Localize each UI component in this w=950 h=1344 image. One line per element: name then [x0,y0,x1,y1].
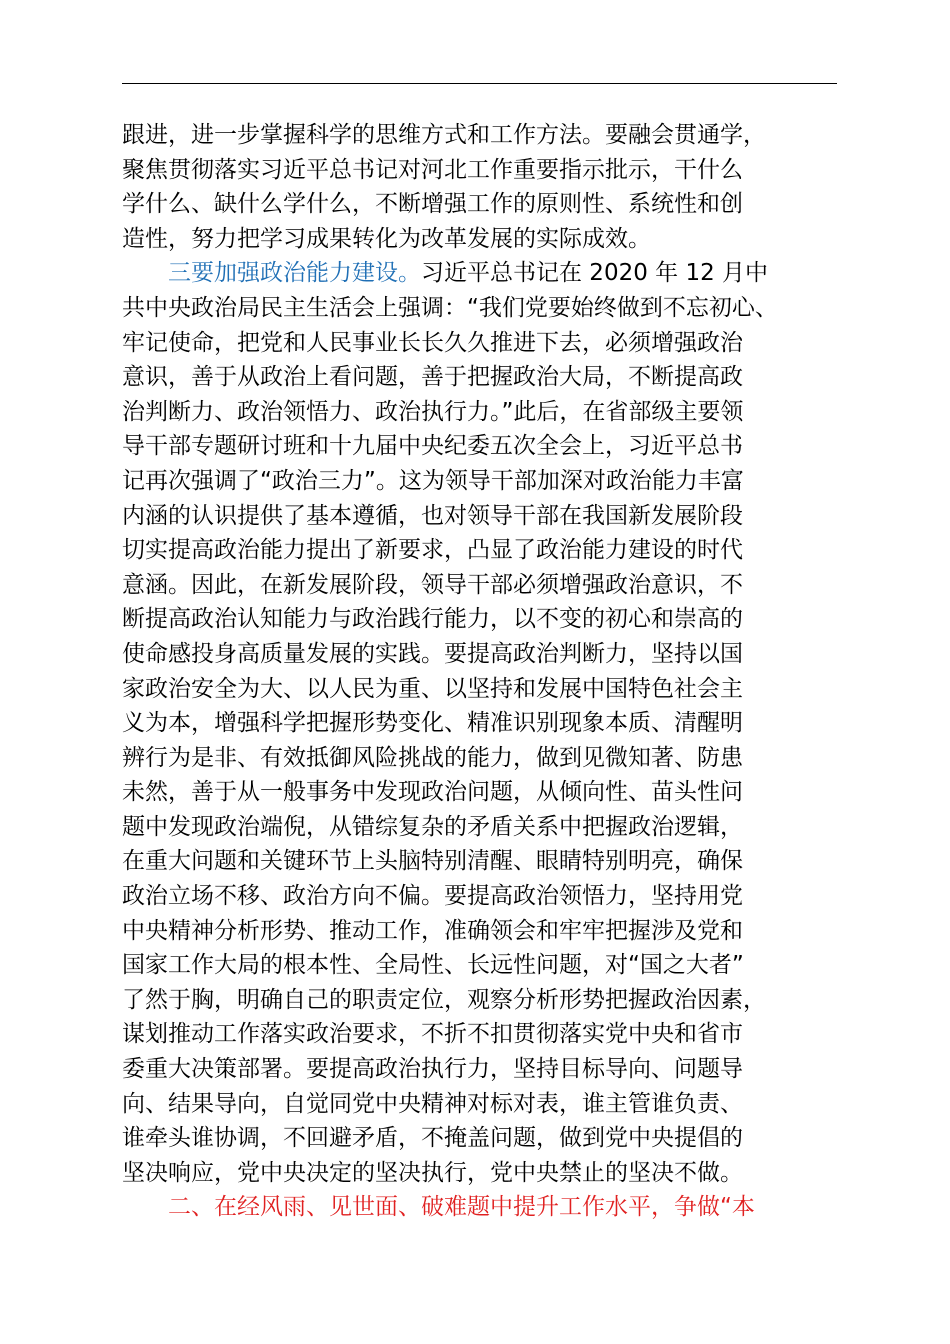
text-line: 题中发现政治端倪，从错综复杂的矛盾关系中把握政治逻辑， [122,813,743,840]
text-line: 在重大问题和关键环节上头脑特别清醒、眼睛特别明亮，确保 [122,848,743,875]
text-line: 聚焦贯彻落实习近平总书记对河北工作重要指示批示，干什么 [122,156,743,183]
text-line: 牢记使命，把党和人民事业长长久久推进下去，必须增强政治 [122,329,743,356]
text-line: 跟进，进一步掌握科学的思维方式和工作方法。要融会贯通学， [122,122,766,148]
text-line: 造性，努力把学习成果转化为改革发展的实际成效。 [122,225,651,252]
paragraph-2 [122,256,842,1190]
document-body [122,118,842,1225]
text-line: 辨行为是非、有效抵御风险挑战的能力，做到见微知著、防患 [122,744,743,771]
text-line: 记再次强调了“政治三力”。这为领导干部加深对政治能力丰富 [122,467,744,494]
text-line: 切实提高政治能力提出了新要求，凸显了政治能力建设的时代 [122,537,743,564]
text-line: 了然于胸，明确自己的职责定位，观察分析形势把握政治因素， [122,986,766,1013]
text-line: 导干部专题研讨班和十九届中央纪委五次全会上，习近平总书 [122,433,743,460]
text-line: 向、结果导向，自觉同党中央精神对标对表，谁主管谁负责、 [122,1090,743,1117]
paragraph-2-first-line [122,256,842,291]
text-line: 谋划推动工作落实政治要求，不折不扣贯彻落实党中央和省市 [122,1021,743,1048]
text-line: 意识，善于从政治上看问题，善于把握政治大局，不断提高政 [122,364,743,391]
text-line: 家政治安全为大、以人民为重、以坚持和发展中国特色社会主 [122,675,743,702]
text-line: 委重大决策部署。要提高政治执行力，坚持目标导向、问题导 [122,1056,743,1083]
subheading-political-ability: 三要加强政治能力建设。 [168,260,421,287]
text-line: 使命感投身高质量发展的实践。要提高政治判断力，坚持以国 [122,640,743,667]
text-line: 治判断力、政治领悟力、政治执行力。”此后，在省部级主要领 [122,398,744,425]
text-line: 义为本，增强科学把握形势变化、精准识别现象本质、清醒明 [122,710,743,737]
text-line: 政治立场不移、政治方向不偏。要提高政治领悟力，坚持用党 [122,883,743,910]
text-line: 意涵。因此，在新发展阶段，领导干部必须增强政治意识，不 [122,571,743,598]
text-line: 未然，善于从一般事务中发现政治问题，从倾向性、苗头性问 [122,779,743,806]
text-line: 内涵的认识提供了基本遵循，也对领导干部在我国新发展阶段 [122,502,743,529]
paragraph-1 [122,118,842,256]
text-line: 学什么、缺什么学什么，不断增强工作的原则性、系统性和创 [122,191,743,218]
section-heading: 二、在经风雨、见世面、破难题中提升工作水平，争做“本 [168,1194,755,1221]
text-line: 坚决响应，党中央决定的坚决执行，党中央禁止的坚决不做。 [122,1159,743,1186]
text-line: 谁牵头谁协调，不回避矛盾，不掩盖问题，做到党中央提倡的 [122,1125,743,1152]
text-span: 习近平总书记在 2020 年 12 月中 [421,260,769,287]
text-line: 断提高政治认知能力与政治践行能力，以不变的初心和崇高的 [122,606,743,633]
header-rule [122,83,837,84]
text-line: 中央精神分析形势、推动工作，准确领会和牢牢把握涉及党和 [122,917,743,944]
text-line: 共中央政治局民主生活会上强调：“我们党要始终做到不忘初心、 [122,294,778,321]
text-line: 国家工作大局的根本性、全局性、长远性问题，对“国之大者” [122,952,744,979]
